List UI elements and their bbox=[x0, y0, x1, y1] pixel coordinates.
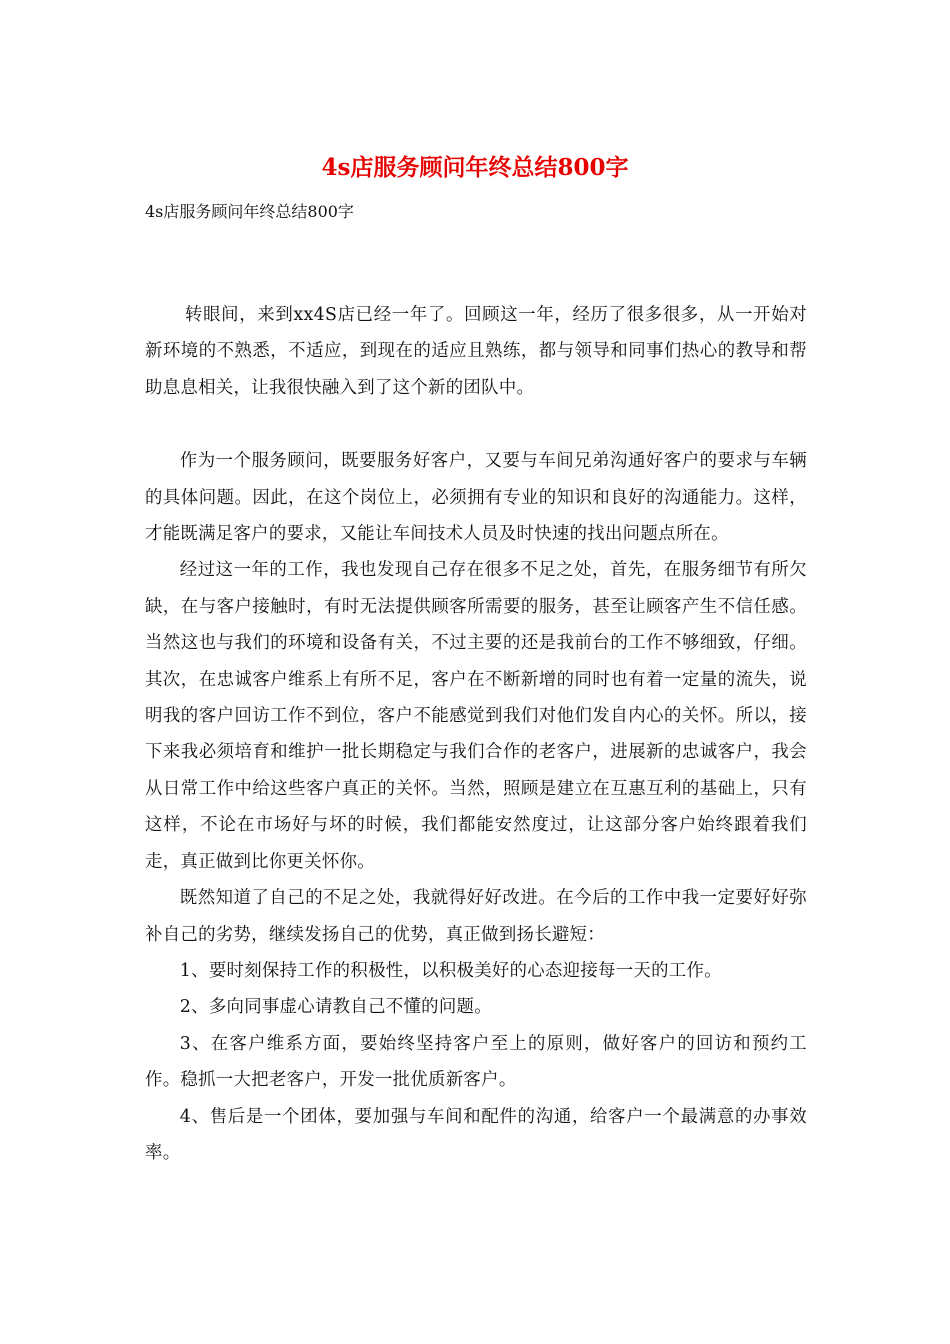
list-item-2: 2、多向同事虚心请教自己不懂的问题。 bbox=[179, 997, 492, 1018]
paragraph-intro: 转眼间，来到xx4S店已经一年了。回顾这一年，经历了很多很多，从一开始对新环境的不熟悉，不适应，到现在的适应且熟练，都与领导和同事们热心的教导和帮助息息相关，让我很快融入到了这个新的团队中。 bbox=[145, 305, 807, 398]
document-subtitle: 4s店服务顾问年终总结800字 bbox=[145, 202, 354, 221]
paragraph-role: 作为一个服务顾问，既要服务好客户，又要与车间兄弟沟通好客户的要求与车辆的具体问题。因此，在这个岗位上，必须拥有专业的知识和良好的沟通能力。这样，才能既满足客户的要求，又能让车间技术人员及时快速的找出问题点所在。 bbox=[145, 451, 807, 545]
list-item-4: 4、售后是一个团体，要加强与车间和配件的沟通，给客户一个最满意的办事效率。 bbox=[145, 1106, 807, 1163]
document-title: 4s店服务顾问年终总结800字 bbox=[321, 154, 629, 181]
list-item-3: 3、在客户维系方面，要始终坚持客户至上的原则，做好客户的回访和预约工作。稳抓一大把老客户，开发一批优质新客户。 bbox=[145, 1033, 807, 1091]
document-body bbox=[145, 297, 807, 1171]
paragraph-improvement: 既然知道了自己的不足之处，我就得好好改进。在今后的工作中我一定要好好弥补自己的劣势，继续发扬自己的优势，真正做到扬长避短： bbox=[145, 888, 807, 945]
paragraph-shortcomings: 经过这一年的工作，我也发现自己存在很多不足之处，首先，在服务细节有所欠缺，在与客户接触时，有时无法提供顾客所需要的服务，甚至让顾客产生不信任感。当然这也与我们的环境和设备有关，不过主要的还是我前台的工作不够细致，仔细。其次，在忠诚客户维系上有所不足，客户在不断新增的同时也有着一定量的流失，说明我的客户回访工作不到位，客户不能感觉到我们对他们发自内心的关怀。所以，接下来我必须培育和维护一批长期稳定与我们合作的老客户，进展新的忠诚客户，我会从日常工作中给这些客户真正的关怀。当然，照顾是建立在互惠互利的基础上，只有这样，不论在市场好与坏的时候，我们都能安然度过，让这部分客户始终跟着我们走，真正做到比你更关怀你。 bbox=[145, 560, 807, 872]
paragraph-spacer bbox=[145, 406, 807, 443]
list-item-1: 1、要时刻保持工作的积极性，以积极美好的心态迎接每一天的工作。 bbox=[179, 960, 722, 981]
